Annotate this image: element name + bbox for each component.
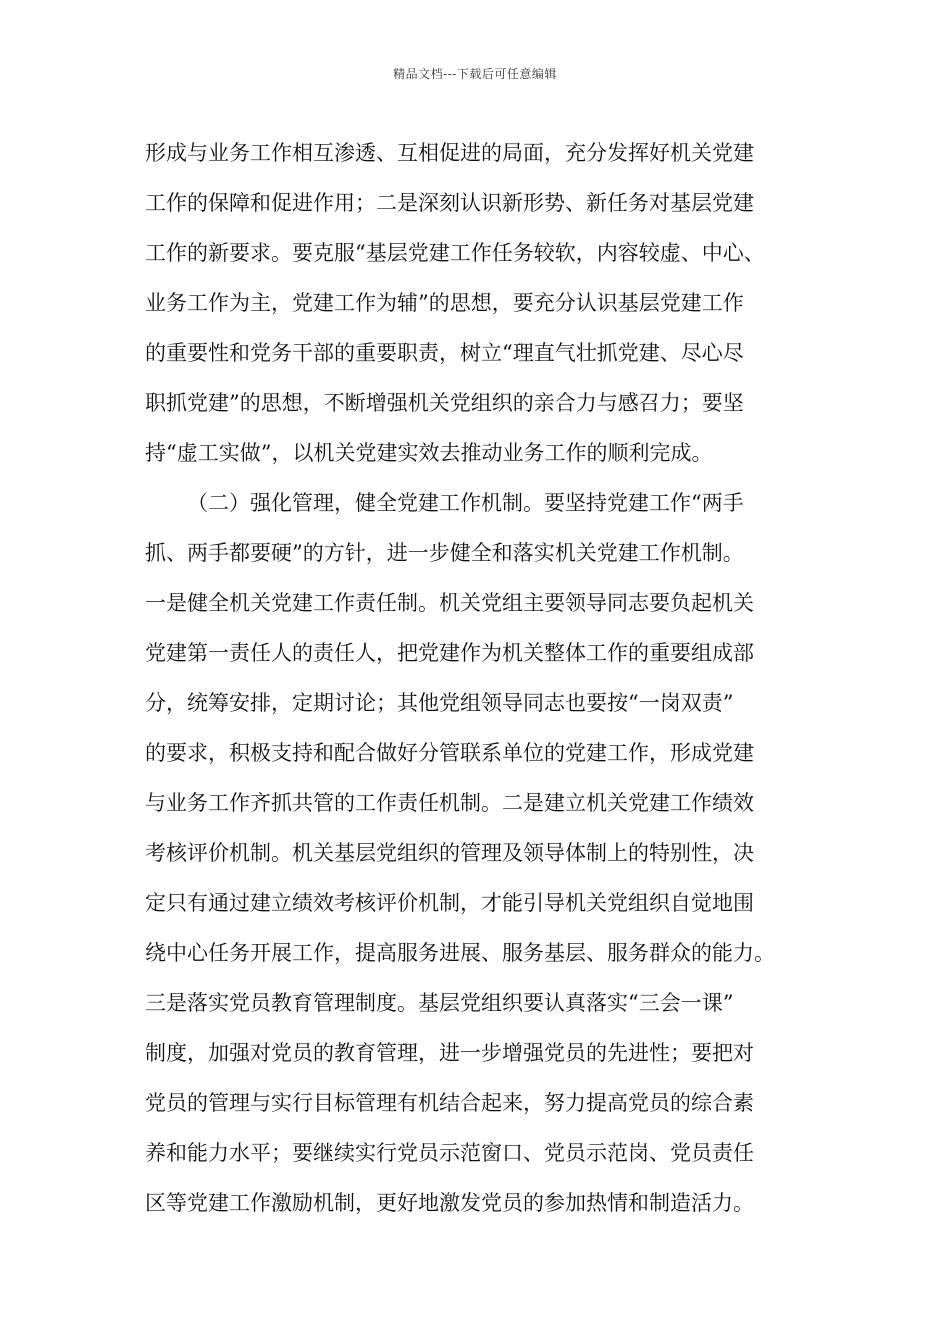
text-line-11: 党建第一责任人的责任人，把党建作为机关整体工作的重要组成部 xyxy=(145,641,754,665)
text-line-1: 形成与业务工作相互渗透、互相促进的局面，充分发挥好机关党建 xyxy=(145,141,754,165)
text-line-5: 的重要性和党务干部的重要职责，树立“理直气壮抓党建、尽心尽 xyxy=(145,341,744,365)
page-header: 精品文档---下载后可任意编辑 xyxy=(393,67,557,81)
text-line-14: 与业务工作齐抓共管的工作责任机制。二是建立机关党建工作绩效 xyxy=(145,791,754,815)
text-line-19: 制度，加强对党员的教育管理，进一步增强党员的先进性；要把对 xyxy=(145,1041,754,1065)
text-line-13: 的要求，积极支持和配合做好分管联系单位的党建工作，形成党建 xyxy=(145,741,754,765)
document-body xyxy=(145,128,825,1228)
text-line-12: 分，统筹安排，定期讨论；其他党组领导同志也要按“一岗双责” xyxy=(145,691,734,715)
text-line-17: 绕中心任务开展工作，提高服务进展、服务基层、服务群众的能力。 xyxy=(145,941,775,965)
text-line-7: 持“虚工实做”，以机关党建实效去推动业务工作的顺利完成。 xyxy=(145,441,713,465)
text-line-6: 职抓党建”的思想，不断增强机关党组织的亲合力与感召力；要坚 xyxy=(145,391,744,415)
text-line-3: 工作的新要求。要克服“基层党建工作任务较软，内容较虚、中心、 xyxy=(145,241,765,265)
text-line-16: 定只有通过建立绩效考核评价机制，才能引导机关党组织自觉地围 xyxy=(145,891,754,915)
section-heading-line: （二）强化管理，健全党建工作机制。要坚持党建工作“两手 xyxy=(187,491,744,515)
text-line-15: 考核评价机制。机关基层党组织的管理及领导体制上的特别性，决 xyxy=(145,841,754,865)
text-line-4: 业务工作为主，党建工作为辅”的思想，要充分认识基层党建工作 xyxy=(145,291,744,315)
text-line-18: 三是落实党员教育管理制度。基层党组织要认真落实“三会一课” xyxy=(145,991,734,1015)
text-line-21: 养和能力水平；要继续实行党员示范窗口、党员示范岗、党员责任 xyxy=(145,1141,754,1165)
text-line-22: 区等党建工作激励机制，更好地激发党员的参加热情和制造活力。 xyxy=(145,1191,754,1215)
text-line-10: 一是健全机关党建工作责任制。机关党组主要领导同志要负起机关 xyxy=(145,591,754,615)
text-line-2: 工作的保障和促进作用；二是深刻认识新形势、新任务对基层党建 xyxy=(145,191,754,215)
text-line-9: 抓、两手都要硬”的方针，进一步健全和落实机关党建工作机制。 xyxy=(145,541,744,565)
text-line-20: 党员的管理与实行目标管理有机结合起来，努力提高党员的综合素 xyxy=(145,1091,754,1115)
